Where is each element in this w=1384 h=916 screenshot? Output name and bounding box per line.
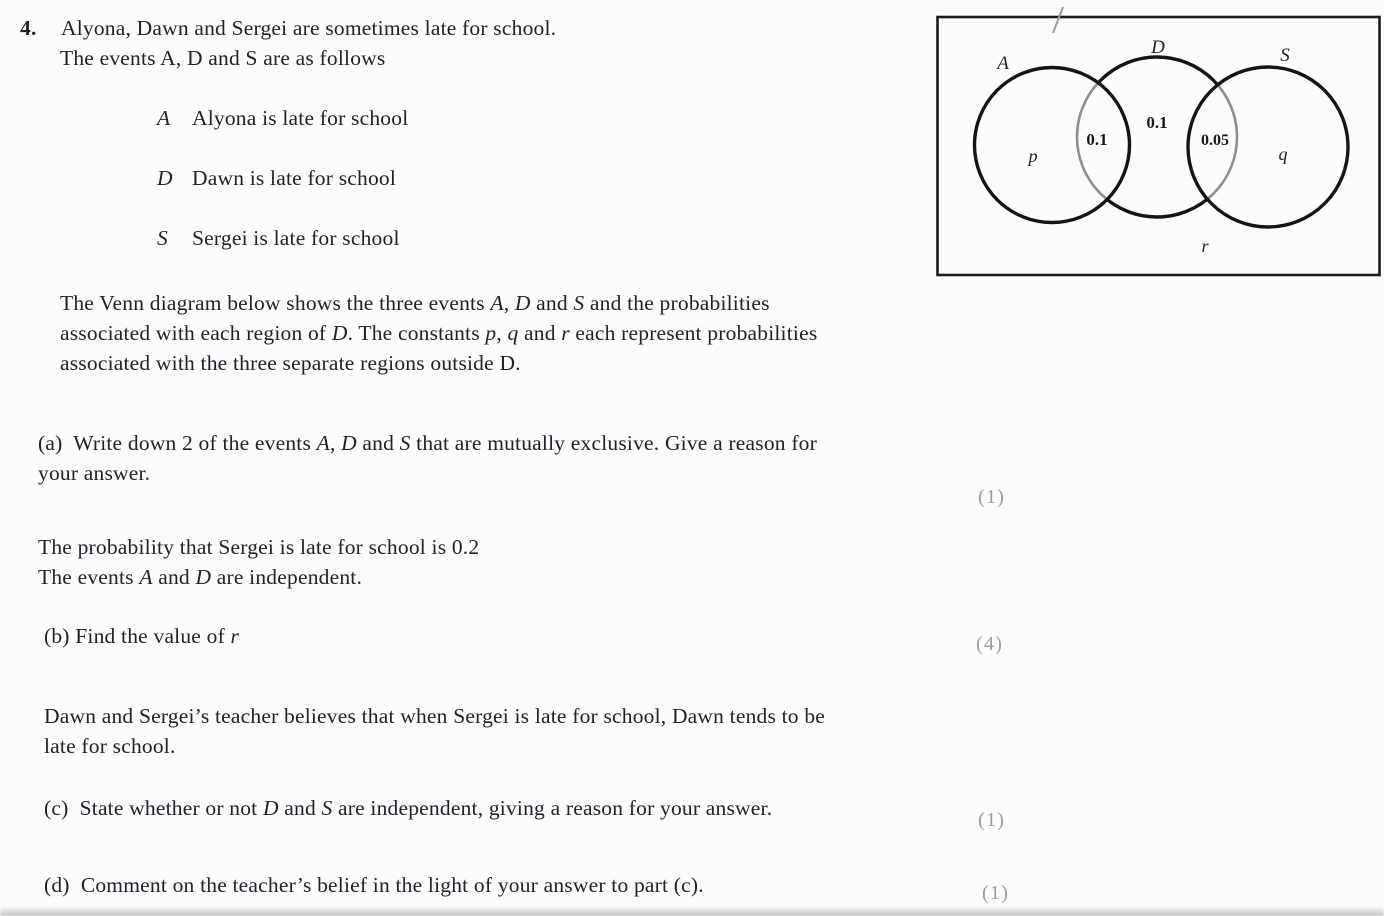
text-segment: and [152, 565, 196, 589]
event-description: Sergei is late for school [192, 226, 400, 250]
text-segment: that are mutually exclusive. Give a reason for [410, 431, 817, 455]
teacher-belief-line-1 [44, 701, 825, 731]
part-b-line-1 [44, 621, 239, 651]
stray-slash-mark [1053, 7, 1063, 33]
set-label-s: S [1280, 45, 1290, 66]
definition-row [157, 103, 408, 133]
inline-math-symbol: S [573, 291, 585, 315]
part-d-marks: (1) [982, 882, 1009, 904]
text-segment: The Venn diagram below shows the three events [60, 291, 491, 315]
inline-math-symbol: S [399, 431, 411, 455]
inline-math-symbol: D [195, 565, 212, 589]
event-symbol: D [157, 166, 173, 190]
venn-description-line-2 [60, 318, 817, 348]
region-value-a-only: p [1028, 146, 1038, 166]
question-number: 4. [20, 16, 37, 40]
part-c-line-1 [44, 793, 772, 823]
inline-math-symbol: D [262, 796, 279, 820]
text-segment: Alyona, Dawn and Sergei are sometimes late for school. [61, 16, 557, 40]
text-segment: , [503, 291, 515, 315]
teacher-belief-line-2 [44, 731, 176, 761]
definition-row [157, 163, 396, 193]
inline-math-symbol: D [341, 431, 357, 455]
text-segment: , [496, 321, 508, 345]
inline-math-symbol: A [490, 291, 504, 315]
text-segment: are independent. [211, 565, 363, 589]
text-segment: associated with each region of [60, 321, 332, 345]
text-segment: (c) State whether or not [44, 796, 263, 820]
text-segment: associated with the three separate regions outside D. [60, 351, 521, 375]
part-a-line-2 [38, 458, 150, 488]
info-line-independent [38, 562, 362, 592]
venn-diagram [935, 0, 1384, 285]
inline-math-symbol: r [561, 321, 570, 345]
region-value-d-only: 0.1 [1146, 113, 1168, 132]
text-segment: (d) Comment on the teacher’s belief in the light of your answer to part (c). [44, 873, 704, 897]
text-segment: The events [38, 565, 140, 589]
event-symbol: S [157, 226, 168, 250]
text-segment: (b) Find the value of [44, 624, 231, 648]
inline-math-symbol: A [139, 565, 153, 589]
inline-math-symbol: p [485, 321, 497, 345]
event-description: Alyona is late for school [192, 106, 409, 130]
venn-description-line-1 [60, 288, 770, 318]
text-segment: late for school. [44, 734, 176, 758]
venn-description-line-3 [60, 348, 521, 378]
inline-math-symbol: D [331, 321, 348, 345]
text-segment: and the probabilities [584, 291, 770, 315]
text-segment: The probability that Sergei is late for school is 0.2 [38, 535, 480, 559]
text-segment: and [530, 291, 574, 315]
intro-line-1 [61, 13, 556, 43]
text-segment: are independent, giving a reason for your answer. [332, 796, 773, 820]
set-label-d: D [1151, 37, 1165, 58]
text-segment: your answer. [38, 461, 151, 485]
text-segment: and [356, 431, 400, 455]
text-segment: and [278, 796, 322, 820]
text-segment: . The constants [347, 321, 486, 345]
region-value-a-and-d: 0.1 [1086, 130, 1108, 149]
part-c-marks: (1) [978, 809, 1005, 831]
set-label-a: A [997, 53, 1009, 74]
part-a-marks: (1) [978, 486, 1005, 508]
text-segment: Dawn and Sergei’s teacher believes that when Sergei is late for school, Dawn tends to be [44, 704, 826, 728]
intro-line-2 [60, 43, 385, 73]
inline-math-symbol: q [507, 321, 519, 345]
definition-row [157, 223, 400, 253]
region-value-d-and-s: 0.05 [1201, 132, 1229, 149]
inline-math-symbol: D [514, 291, 531, 315]
inline-math-symbol: r [230, 624, 240, 648]
part-b-marks: (4) [976, 633, 1003, 655]
text-segment: , [329, 431, 342, 455]
text-segment: each represent probabilities [569, 321, 818, 345]
part-d-line-1 [44, 870, 704, 900]
inline-math-symbol: S [321, 796, 333, 820]
event-description: Dawn is late for school [192, 166, 397, 190]
text-segment: The events A, D and S are as follows [60, 46, 386, 70]
region-value-outside: r [1201, 236, 1209, 256]
text-segment: and [518, 321, 562, 345]
region-value-s-only: q [1278, 144, 1288, 164]
info-line-probability [38, 532, 479, 562]
text-segment: (a) Write down 2 of the events [38, 431, 317, 455]
bottom-edge-artifact [0, 907, 1384, 916]
part-a-line-1 [38, 428, 817, 458]
inline-math-symbol: A [316, 431, 330, 455]
event-symbol: A [157, 106, 171, 130]
